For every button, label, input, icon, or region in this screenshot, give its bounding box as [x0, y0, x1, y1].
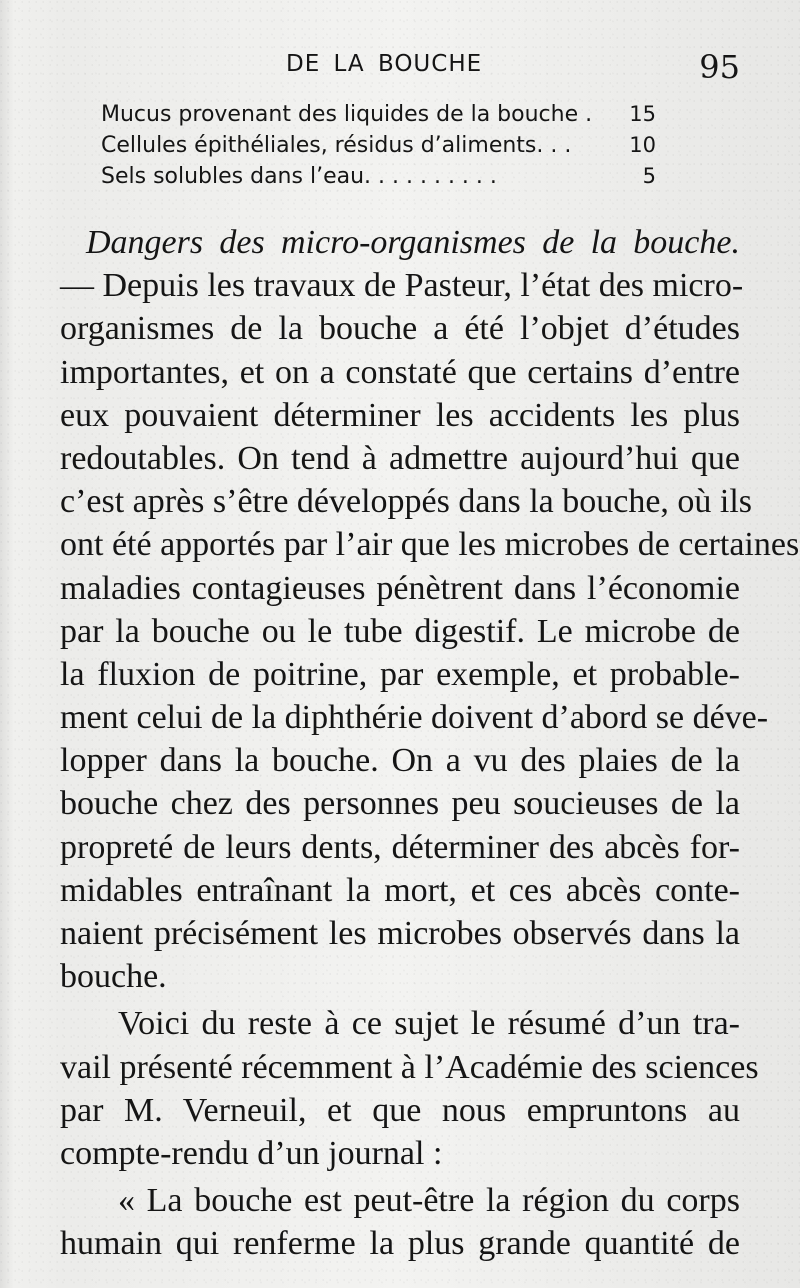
paragraph-text: par M. Verneuil, et que nous empruntons au — [60, 1091, 740, 1129]
text-line — [60, 1089, 740, 1132]
composition-value-cells: 10 — [629, 133, 656, 157]
composition-row-salts — [101, 161, 656, 192]
text-line — [60, 480, 753, 523]
text-line — [60, 567, 740, 610]
text-line — [60, 869, 740, 912]
paragraph-text: eux pouvaient déterminer les accidents les plus — [60, 396, 740, 434]
quotation-text: humain qui renferme la plus grande quantité de — [60, 1225, 740, 1263]
paragraph-text: — Depuis les travaux de Pasteur, l’état des micro- — [60, 267, 744, 305]
paragraph-text: ment celui de la diphthérie doivent d’abord se déve- — [60, 699, 769, 737]
text-line — [60, 221, 740, 264]
composition-row-mucus — [101, 99, 656, 130]
paragraph-text: organismes de la bouche a été l’objet d’études — [60, 310, 740, 348]
saliva-composition-table — [101, 99, 656, 192]
composition-label-cells: Cellules épithéliales, résidus d’aliments. — [101, 133, 544, 158]
paragraph-text: la fluxion de poitrine, par exemple, et probable- — [60, 655, 740, 693]
composition-leader-salts: . . . . . . . . . . — [364, 164, 497, 189]
text-line — [60, 782, 740, 825]
composition-label-mucus: Mucus provenant des liquides de la bouche — [101, 102, 579, 127]
composition-row-cells — [101, 130, 656, 161]
text-line — [60, 653, 740, 696]
paragraph-text: maladies contagieuses pénètrent dans l’économie — [60, 569, 740, 607]
text-line — [60, 307, 740, 350]
paragraph-text: lopper dans la bouche. On a vu des plaies de la — [60, 742, 740, 780]
page-gutter-shadow — [0, 0, 14, 1288]
text-line — [60, 264, 744, 307]
composition-leader-cells: . . — [543, 133, 572, 158]
section-heading: Dangers des micro-organismes de la bouche. — [86, 224, 740, 261]
paragraph-text: compte-rendu d’un journal : — [60, 1134, 443, 1172]
text-line — [60, 523, 800, 566]
text-line — [60, 610, 740, 653]
page-header — [60, 48, 740, 87]
paragraph-text: c’est après s’être développés dans la bouche, où ils — [60, 483, 753, 521]
composition-label-salts: Sels solubles dans l’eau — [101, 164, 365, 189]
text-line — [60, 826, 740, 869]
paragraph-text: Voici du reste à ce sujet le résumé d’un tra- — [118, 1005, 740, 1043]
text-line — [60, 394, 740, 437]
page-number: 95 — [699, 48, 740, 86]
paragraph-text: naient précisément les microbes observés dans la — [60, 915, 740, 952]
text-line — [60, 1222, 740, 1265]
main-text — [60, 221, 800, 1266]
text-line — [60, 1002, 740, 1045]
paragraph-text: ont été apportés par l’air que les microbes de certaines — [60, 526, 800, 564]
paragraph-text: par la bouche ou le tube digestif. Le microbe de — [60, 612, 740, 650]
composition-value-salts: 5 — [642, 164, 656, 188]
text-line — [60, 739, 740, 782]
paragraph-text: importantes, et on a constaté que certains d’entre — [60, 353, 740, 391]
text-line — [60, 1132, 740, 1175]
paragraph-text: redoutables. On tend à admettre aujourd’hui que — [60, 439, 740, 477]
paragraph-text: vail présenté récemment à l’Académie des sciences — [60, 1048, 759, 1086]
composition-leader-mucus: . — [578, 102, 593, 127]
running-title: DE LA BOUCHE — [286, 51, 483, 77]
text-line — [60, 351, 740, 394]
composition-value-mucus: 15 — [629, 102, 656, 126]
paragraph-text: bouche. — [60, 958, 167, 996]
paragraph-text: midables entraînant la mort, et ces abcès conte- — [60, 871, 740, 909]
text-line — [60, 955, 740, 998]
text-line — [60, 696, 769, 739]
quotation-text: « La bouche est peut-être la région du corps — [118, 1182, 740, 1220]
paragraph-text: propreté de leurs dents, déterminer des abcès for- — [60, 828, 740, 866]
text-line — [60, 1046, 759, 1089]
paragraph-text: bouche chez des personnes peu soucieuses de la — [60, 785, 740, 823]
text-line — [60, 1179, 740, 1222]
text-line — [60, 912, 740, 955]
text-line — [60, 437, 740, 480]
